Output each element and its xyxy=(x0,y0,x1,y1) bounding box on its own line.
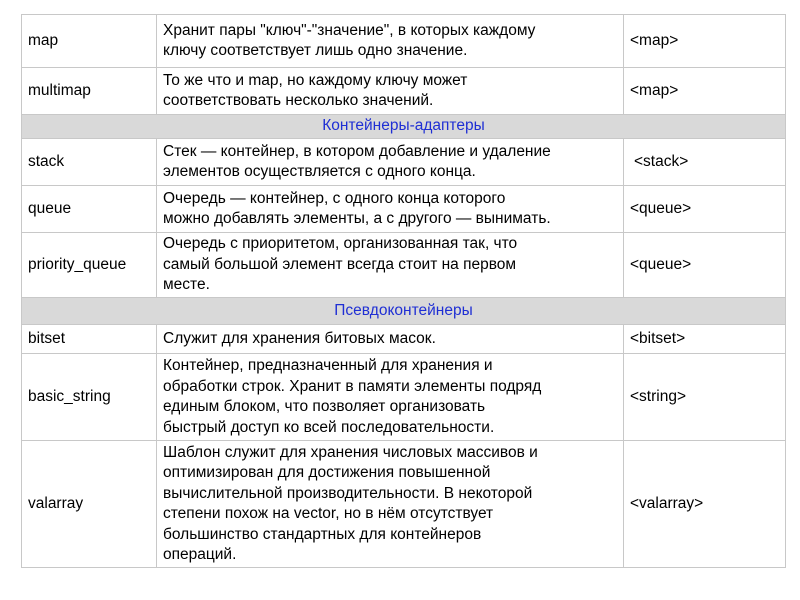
description-line: степени похож на vector, но в нём отсутствует xyxy=(163,505,494,522)
container-name-cell: basic_string xyxy=(22,354,157,441)
header-file-cell: <string> xyxy=(624,354,786,441)
description-line: Хранит пары "ключ"-"значение", в которых каждому xyxy=(163,21,536,39)
section-row xyxy=(22,298,786,325)
description-cell xyxy=(157,15,624,68)
description-cell xyxy=(157,68,624,115)
container-name-cell: map xyxy=(22,15,157,68)
section-title: Псевдоконтейнеры xyxy=(22,298,786,325)
description-line: самый большой элемент всегда стоит на первом xyxy=(163,255,517,273)
description-cell xyxy=(157,441,624,568)
description-line: Контейнер, предназначенный для хранения и xyxy=(163,357,493,374)
table-row xyxy=(22,354,786,441)
description-line: Шаблон служит для хранения числовых массивов и xyxy=(163,443,538,461)
description-line: Служит для хранения битовых масок. xyxy=(163,329,436,347)
description-line: месте. xyxy=(163,276,210,294)
containers-table xyxy=(21,14,786,568)
description-line: Очередь — контейнер, с одного конца которого xyxy=(163,189,506,207)
container-name-cell: priority_queue xyxy=(22,233,157,298)
header-file-cell: <map> xyxy=(624,15,786,68)
description-line: большинство стандартных для контейнеров xyxy=(163,525,482,543)
description-line: соответствовать несколько значений. xyxy=(163,92,434,109)
table-row xyxy=(22,325,786,354)
section-row xyxy=(22,115,786,139)
table-row xyxy=(22,139,786,186)
table-row xyxy=(22,186,786,233)
description-line: элементов осуществляется с одного конца. xyxy=(163,163,476,180)
table-row xyxy=(22,15,786,68)
description-line: единым блоком, что позволяет организовать xyxy=(163,398,486,415)
description-line: Очередь с приоритетом, организованная так, что xyxy=(163,235,518,253)
header-file-cell: <queue> xyxy=(624,233,786,298)
container-name-cell: multimap xyxy=(22,68,157,115)
description-line: быстрый доступ ко всей последовательности. xyxy=(163,418,495,436)
table-row xyxy=(22,233,786,298)
description-line: оптимизирован для достижения повышенной xyxy=(163,464,491,481)
description-line: обработки строк. Хранит в памяти элементы подряд xyxy=(163,377,542,395)
header-file-cell: <map> xyxy=(624,68,786,115)
description-cell xyxy=(157,139,624,186)
table-row xyxy=(22,68,786,115)
description-cell xyxy=(157,354,624,441)
description-line: вычислительной производительности. В некоторой xyxy=(163,484,533,502)
description-line: Стек — контейнер, в котором добавление и удаление xyxy=(163,142,551,160)
description-cell xyxy=(157,325,624,354)
container-name-cell: valarray xyxy=(22,441,157,568)
header-file-cell: <queue> xyxy=(624,186,786,233)
section-title: Контейнеры-адаптеры xyxy=(22,115,786,139)
header-file-cell: <stack> xyxy=(624,139,786,186)
table-row xyxy=(22,441,786,568)
description-cell xyxy=(157,233,624,298)
description-line: операций. xyxy=(163,546,237,563)
container-name-cell: bitset xyxy=(22,325,157,354)
container-name-cell: queue xyxy=(22,186,157,233)
description-line: То же что и map, но каждому ключу может xyxy=(163,71,468,89)
header-file-cell: <bitset> xyxy=(624,325,786,354)
description-cell xyxy=(157,186,624,233)
description-line: можно добавлять элементы, а с другого — вынимать. xyxy=(163,210,551,227)
container-name-cell: stack xyxy=(22,139,157,186)
header-file-cell: <valarray> xyxy=(624,441,786,568)
table-body xyxy=(22,15,786,568)
description-line: ключу соответствует лишь одно значение. xyxy=(163,42,468,59)
